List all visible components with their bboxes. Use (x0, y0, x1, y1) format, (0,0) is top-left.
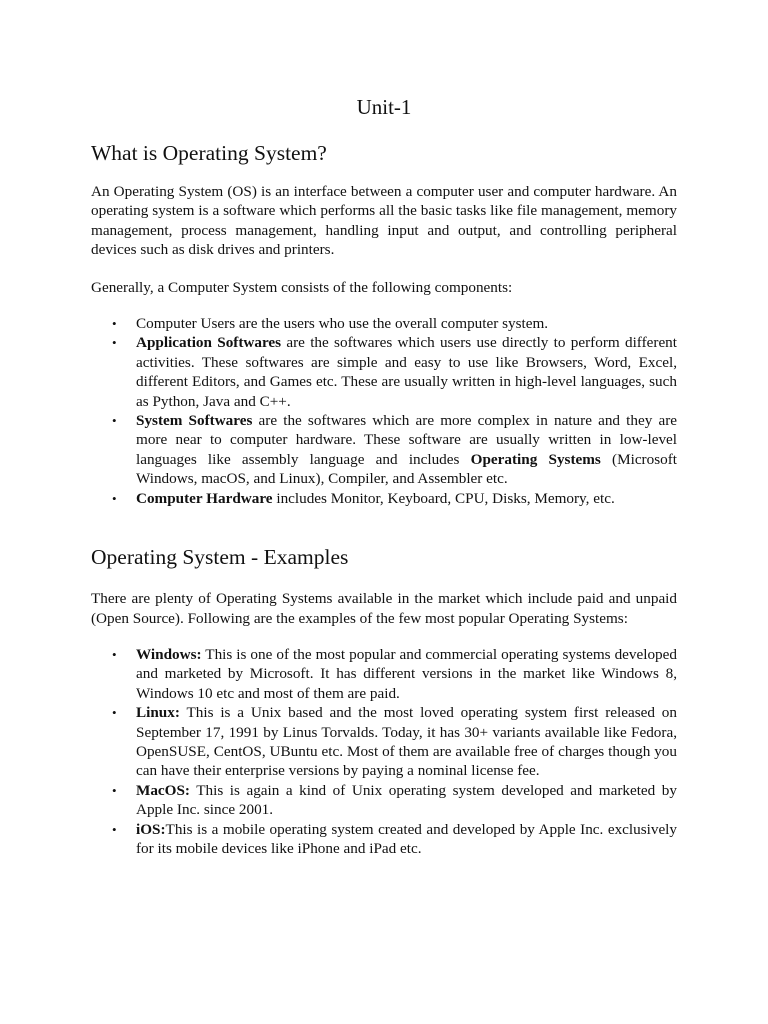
list-item-term: Application Softwares (136, 334, 282, 352)
bullet-icon: • (112, 646, 117, 662)
paragraph-examples-intro: There are plenty of Operating Systems available in the market which include paid and unpaid (Open Source). Following are the examples of the few most popular Operating Systems: (91, 590, 677, 627)
list-item-ios (91, 820, 677, 859)
list-item-term: MacOS: (136, 781, 190, 799)
list-item-text-continued: (Microsoft Windows, macOS, and Linux), Compiler, and Assembler etc. (136, 450, 677, 488)
bullet-icon: • (112, 316, 117, 332)
bullet-icon: • (112, 705, 117, 721)
list-item-computer-users (91, 314, 677, 333)
list-item-text: includes Monitor, Keyboard, CPU, Disks, Memory, etc. (272, 489, 615, 507)
list-item-text: This is a Unix based and the most loved operating system first released on September 17, 1991 by Linus Torvalds. Today, it has 30+ variants available like Fedora, OpenSUSE, CentOS, UBuntu etc. Most of them are available free of charges though you can have their enterprise versions by paying a nominal license fee. (136, 704, 677, 780)
list-item-term: iOS: (136, 820, 166, 838)
list-item-term-operating-systems: Operating Systems (470, 450, 601, 468)
list-item-term: Computer Hardware (136, 489, 273, 507)
bullet-icon: • (112, 782, 117, 798)
list-item-linux (91, 703, 677, 781)
unit-title: Unit-1 (356, 95, 412, 119)
list-item-text: are the softwares which are more complex in nature and they are more near to computer hardware. These software are usually written in low-level languages like assembly language and includes (136, 412, 677, 468)
list-item-system-softwares (91, 411, 677, 489)
heading-os-examples: Operating System - Examples (91, 545, 349, 570)
list-item-macos (91, 781, 677, 820)
bullet-icon: • (112, 490, 117, 506)
list-item-text: This is a mobile operating system created and developed by Apple Inc. exclusively for its mobile devices like iPhone and iPad etc. (136, 820, 677, 857)
list-item-text: are the softwares which users use directly to perform different activities. These softwares are simple and easy to use like Browsers, Word, Excel, different Editors, and Games etc. These are usually written in high-level languages, such as Python, Java and C++. (136, 334, 677, 410)
bullet-icon: • (112, 413, 117, 429)
list-item-term: Windows: (136, 645, 202, 663)
heading-what-is-os: What is Operating System? (91, 141, 327, 165)
list-item-text: This is again a kind of Unix operating system developed and marketed by Apple Inc. since 2001. (136, 781, 677, 819)
list-item-computer-hardware (91, 489, 677, 508)
list-item-application-softwares (91, 333, 677, 411)
list-item-term: System Softwares (136, 412, 253, 430)
components-list (91, 314, 677, 508)
paragraph-components-intro: Generally, a Computer System consists of the following components: (91, 278, 513, 296)
list-item-windows (91, 645, 677, 703)
list-item-term: Linux: (136, 704, 180, 722)
bullet-icon: • (112, 335, 117, 351)
paragraph-os-definition: An Operating System (OS) is an interface between a computer user and computer hardware. An operating system is a software which performs all the basic tasks like file management, memory management, process management, handling input and output, and controlling peripheral devices such as disk drives and printers. (91, 183, 677, 259)
list-item-text: Computer Users are the users who use the overall computer system. (136, 315, 549, 333)
examples-list (91, 645, 677, 858)
document-page (91, 92, 677, 858)
list-item-text: This is one of the most popular and commercial operating systems developed and marketed by Microsoft. It has different versions in the market like Windows 8, Windows 10 etc and most of them are paid. (136, 645, 677, 702)
bullet-icon: • (112, 821, 117, 837)
